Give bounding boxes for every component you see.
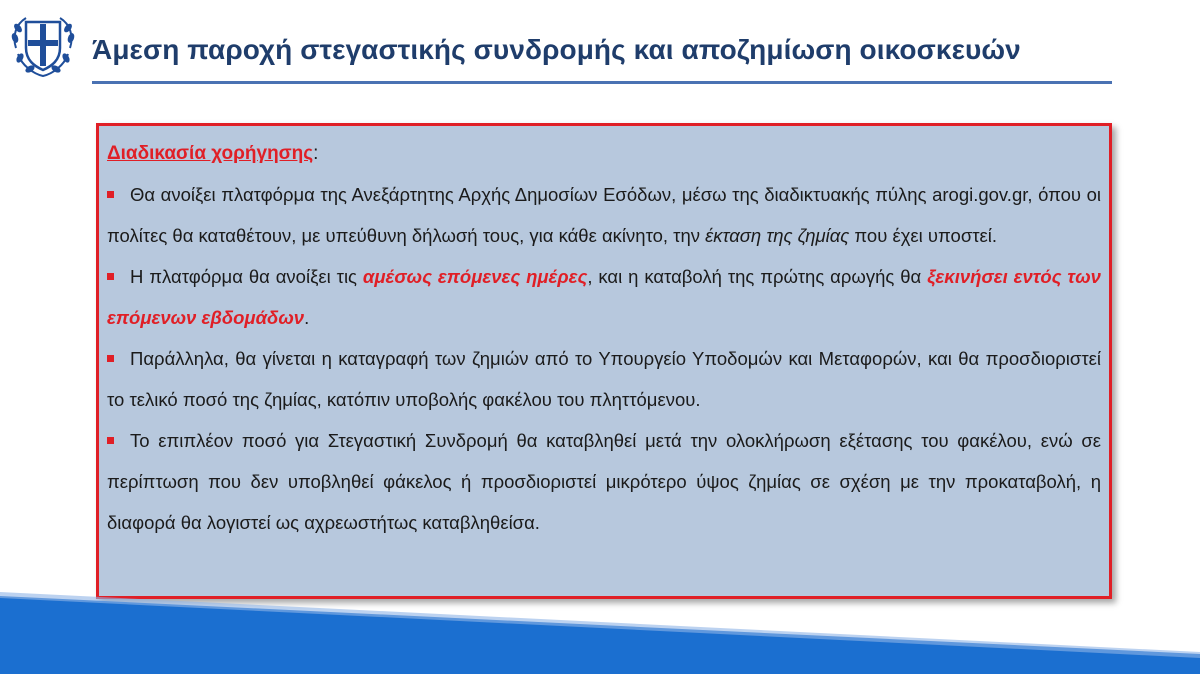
square-bullet-icon <box>107 355 114 362</box>
highlight-text: ξεκινήσει εντός των επόμενων εβδομάδων <box>107 266 1101 328</box>
heading-colon: : <box>313 143 319 164</box>
highlight-text: αμέσως επόμενες ημέρες <box>362 266 588 287</box>
emphasis-text: έκταση της ζημίας <box>705 225 850 246</box>
list-item: Παράλληλα, θα γίνεται η καταγραφή των ζημιών από το Υπουργείο Υποδομών και Μεταφορών, και θα προσδιοριστεί το τελικό ποσό της ζημίας, κατόπιν υποβολής φακέλου του πληττόμενου. <box>107 348 1101 410</box>
list-item: Θα ανοίξει πλατφόρμα της Ανεξάρτητης Αρχής Δημοσίων Εσόδων, μέσω της διαδικτυακής πύλης arogi.gov.gr, όπου οι πολίτες θα καταθέτουν, με υπεύθυνη δήλωσή τους, για κάθε ακίνητο, την έκταση της ζημίας που έχει υποστεί. <box>107 184 1101 246</box>
footer-decoration <box>0 584 1200 674</box>
procedure-heading-line <box>107 142 1101 166</box>
page-title: Άμεση παροχή στεγαστικής συνδρομής και αποζημίωση οικοσκευών <box>92 34 1021 65</box>
procedure-heading: Διαδικασία χορήγησης <box>107 143 314 164</box>
list-item: Το επιπλέον ποσό για Στεγαστική Συνδρομή θα καταβληθεί μετά την ολοκλήρωση εξέτασης του φακέλου, ενώ σε περίπτωση που δεν υποβληθεί φάκελος ή προσδιοριστεί μικρότερο ύψος ζημίας σε σχέση με την προκαταβολή, η διαφορά θα λογιστεί ως αχρεωστήτως καταβληθείσα. <box>107 430 1101 533</box>
list-item: Η πλατφόρμα θα ανοίξει τις αμέσως επόμενες ημέρες, και η καταβολή της πρώτης αρωγής θα ξεκινήσει εντός των επόμενων εβδομάδων. <box>107 266 1101 328</box>
title-divider <box>92 81 1112 84</box>
square-bullet-icon <box>107 191 114 198</box>
greek-coat-of-arms-icon <box>6 8 80 82</box>
content-panel <box>96 123 1112 599</box>
square-bullet-icon <box>107 273 114 280</box>
square-bullet-icon <box>107 437 114 444</box>
